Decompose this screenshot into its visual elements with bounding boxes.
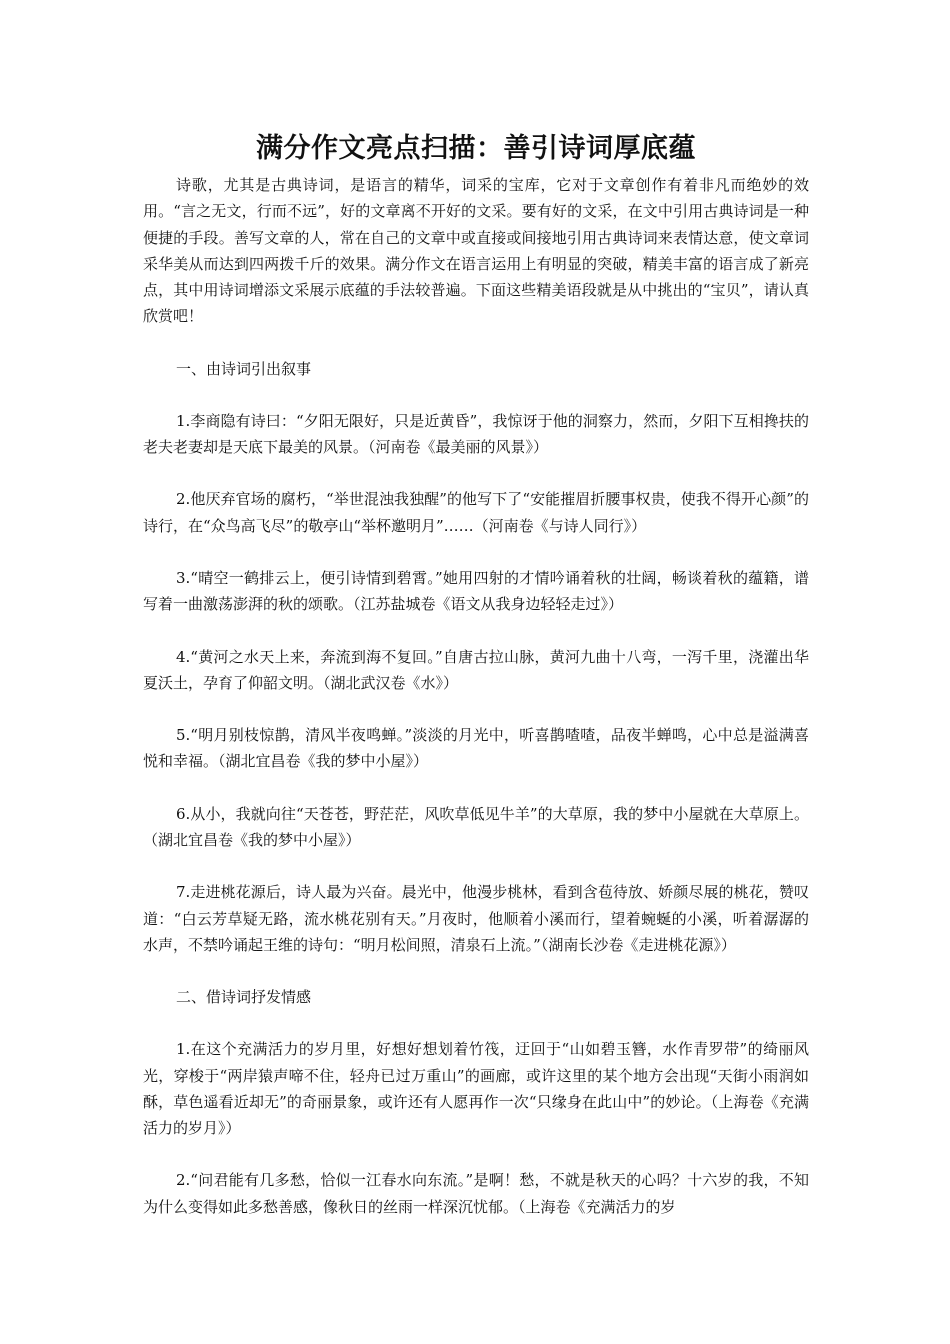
spacer	[143, 539, 809, 565]
spacer	[143, 382, 809, 408]
spacer	[143, 1010, 809, 1036]
example-paragraph: 2.“问君能有几多愁，恰似一江春水向东流。”是啊！愁，不就是秋天的心吗？十六岁的我，不知为什么变得如此多愁善感，像秋日的丝雨一样深沉忧郁。（上海卷《充满活力的岁	[143, 1171, 809, 1216]
example-paragraph: 5.“明月别枝惊鹊，清风半夜鸣蝉。”淡淡的月光中，听喜鹊喳喳，品夜半蝉鸣，心中总是溢满喜悦和幸福。（湖北宜昌卷《我的梦中小屋》）	[143, 726, 809, 771]
spacer	[143, 1141, 809, 1167]
spacer	[143, 618, 809, 644]
intro-paragraph: 诗歌，尤其是古典诗词，是语言的精华，词采的宝库，它对于文章创作有着非凡而绝妙的效用。“言之无文，行而不远”，好的文章离不开好的文采。要有好的文采，在文中引用古典诗词是一种便捷的手段。善写文章的人，常在自己的文章中或直接或间接地引用古典诗词来表情达意，使文章词采华美从而达到四两拨千斤的效果。满分作文在语言运用上有明显的突破，精美丰富的语言成了新亮点，其中用诗词增添文采展示底蕴的手法较普遍。下面这些精美语段就是从中挑出的“宝贝”，请认真欣赏吧！	[143, 176, 809, 326]
document-page	[143, 128, 809, 1220]
example-paragraph: 4.“黄河之水天上来，奔流到海不复回。”自唐古拉山脉，黄河九曲十八弯，一泻千里，浇灌出华夏沃土，孕育了仰韶文明。（湖北武汉卷《水》）	[143, 647, 809, 692]
example-paragraph: 6.从小，我就向往“天苍苍，野茫茫，风吹草低见牛羊”的大草原，我的梦中小屋就在大草原上。（湖北宜昌卷《我的梦中小屋》）	[143, 804, 809, 850]
example-paragraph: 1.在这个充满活力的岁月里，好想好想划着竹筏，迂回于“山如碧玉簪，水作青罗带”的绮丽风光，穿梭于“两岸猿声啼不住，轻舟已过万重山”的画廊，或许这里的某个地方会出现“天街小雨润如酥，草色遥看近却无”的奇丽景象，或许还有人愿再作一次“只缘身在此山中”的妙论。（上海卷《充满活力的岁月》）	[143, 1040, 809, 1138]
example-paragraph: 2.他厌弃官场的腐朽，“举世混浊我独醒”的他写下了“安能摧眉折腰事权贵，使我不得开心颜”的诗行，在“众鸟高飞尽”的敬亭山“举杯邀明月”……（河南卷《与诗人同行》）	[143, 490, 809, 535]
spacer	[143, 460, 809, 486]
spacer	[143, 775, 809, 801]
section-heading-2: 二、借诗词抒发情感	[176, 988, 312, 1007]
spacer	[143, 330, 809, 356]
example-paragraph: 1.李商隐有诗曰：“夕阳无限好，只是近黄昏”，我惊讶于他的洞察力，然而，夕阳下互相搀扶的老夫老妻却是天底下最美的风景。（河南卷《最美丽的风景》）	[143, 411, 809, 457]
spacer	[143, 853, 809, 879]
document-title: 满分作文亮点扫描：善引诗词厚底蕴	[256, 133, 696, 164]
example-paragraph: 3.“晴空一鹤排云上，便引诗情到碧霄。”她用四射的才情吟诵着秋的壮阔，畅谈着秋的蕴籍，谱写着一曲激荡澎湃的秋的颂歌。（江苏盐城卷《语文从我身边轻轻走过》）	[143, 568, 809, 614]
section-heading-1: 一、由诗词引出叙事	[176, 359, 312, 378]
spacer	[143, 696, 809, 722]
spacer	[143, 958, 809, 984]
example-paragraph: 7.走进桃花源后，诗人最为兴奋。晨光中，他漫步桃林，看到含苞待放、娇颜尽展的桃花，赞叹道：“白云芳草疑无路，流水桃花别有天。”月夜时，他顺着小溪而行，望着蜿蜒的小溪，听着潺潺的水声，不禁吟诵起王维的诗句：“明月松间照，清泉石上流。”（湖南长沙卷《走进桃花源》）	[143, 883, 809, 954]
